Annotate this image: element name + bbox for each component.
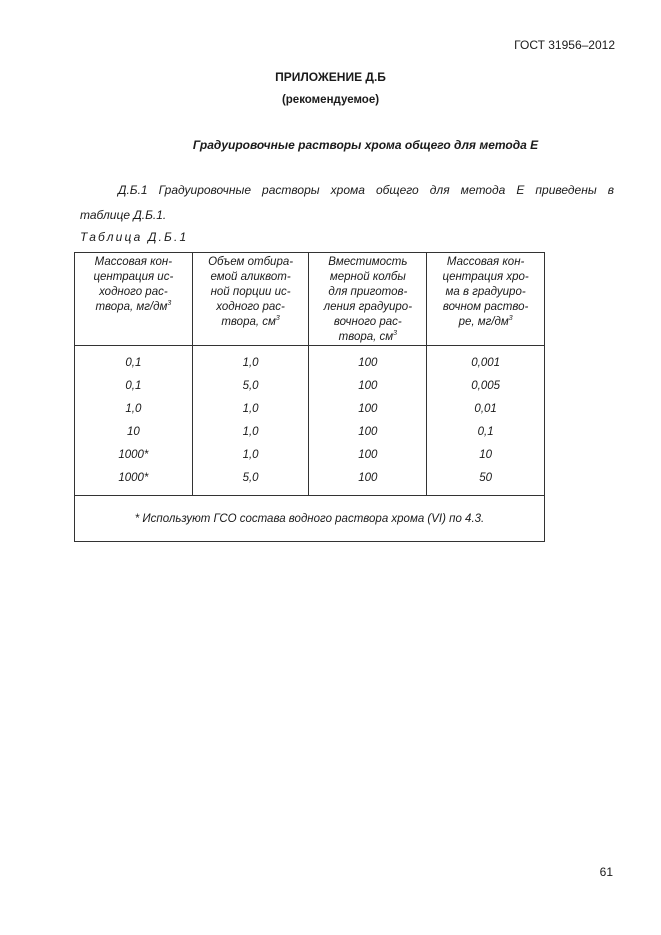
header-line-text: твора, см: [338, 331, 394, 343]
header-initial-concentration: [75, 253, 193, 346]
header-line-text: твора, см: [221, 316, 276, 328]
table-cell: 1000*: [118, 472, 149, 484]
table-caption: Таблица Д.Б.1: [80, 230, 189, 244]
header-line: ходного рас-: [99, 286, 168, 298]
table-cell: 0,005: [471, 380, 501, 392]
header-line: Объем отбира-: [208, 256, 294, 268]
column-aliquot-volume: [192, 346, 309, 496]
superscript: 3: [275, 315, 280, 323]
column-calibration-concentration: [427, 346, 545, 496]
table-cell: 1,0: [242, 357, 259, 369]
section-title: Градуировочные растворы хрома общего для метода Е: [192, 138, 539, 152]
superscript: 3: [167, 300, 172, 308]
table-cell: 5,0: [242, 380, 259, 392]
header-flask-capacity: [309, 253, 427, 346]
table-cell: 1,0: [242, 449, 259, 461]
calibration-table: [74, 252, 545, 542]
header-line: ходного рас-: [216, 301, 285, 313]
table-cell: 0,001: [471, 357, 501, 369]
header-line: ной порции ис-: [210, 286, 291, 298]
table-cell: 10: [126, 426, 140, 438]
superscript: 3: [508, 315, 513, 323]
header-line: емой аликвот-: [210, 271, 291, 283]
table-cell: 100: [358, 357, 378, 369]
table-note-row: [75, 496, 545, 542]
header-line: для приготов-: [328, 286, 408, 298]
header-line: центрация ис-: [93, 271, 174, 283]
header-line: вочном раство-: [442, 301, 529, 313]
table-cell: 100: [358, 426, 378, 438]
table-cell: 1,0: [242, 403, 259, 415]
table-cell: 0,1: [125, 380, 142, 392]
table-cell: 100: [358, 449, 378, 461]
header-line: [430, 315, 541, 330]
table-cell: 0,01: [474, 403, 497, 415]
table-footnote: * Используют ГСО состава водного раствора хрома (VI) по 4.3.: [75, 496, 545, 542]
table-cell: 1,0: [125, 403, 142, 415]
header-line: [196, 315, 306, 330]
table-header-row: [75, 253, 545, 346]
paragraph-line-1: Д.Б.1 Градуировочные растворы хрома общего для метода Е приведены в: [118, 183, 614, 197]
paragraph-line-2: таблице Д.Б.1.: [80, 208, 167, 222]
table-cell: 100: [358, 380, 378, 392]
column-flask-capacity: [309, 346, 427, 496]
header-line: [78, 300, 189, 315]
table-cell: 100: [358, 472, 378, 484]
header-line: ления градуиро-: [323, 301, 413, 313]
header-line: Массовая кон-: [94, 256, 173, 268]
appendix-title: ПРИЛОЖЕНИЕ Д.Б: [275, 70, 386, 84]
header-line: вочного рас-: [333, 316, 402, 328]
table-cell: 1000*: [118, 449, 149, 461]
table-cell: 5,0: [242, 472, 259, 484]
appendix-subtitle: (рекомендуемое): [281, 94, 380, 106]
header-line: Вместимость: [328, 256, 408, 268]
table-cell: 0,1: [125, 357, 142, 369]
header-line-text: твора, мг/дм: [95, 301, 168, 313]
header-calibration-concentration: [427, 253, 545, 346]
header-aliquot-volume: [192, 253, 309, 346]
standard-number: ГОСТ 31956–2012: [514, 38, 615, 52]
header-line: Массовая кон-: [446, 256, 525, 268]
header-line-text: ре, мг/дм: [458, 316, 509, 328]
table-cell: 50: [479, 472, 493, 484]
header-line: ма в градуиро-: [445, 286, 526, 298]
table-data-row: [75, 346, 545, 496]
superscript: 3: [393, 330, 398, 338]
table-cell: 0,1: [477, 426, 494, 438]
table-cell: 10: [479, 449, 493, 461]
page-number: 61: [599, 865, 613, 879]
column-initial-concentration: [75, 346, 193, 496]
header-line: мерной колбы: [329, 271, 406, 283]
header-line: [312, 330, 423, 345]
table-cell: 100: [358, 403, 378, 415]
header-line: центрация хро-: [442, 271, 529, 283]
table-cell: 1,0: [242, 426, 259, 438]
